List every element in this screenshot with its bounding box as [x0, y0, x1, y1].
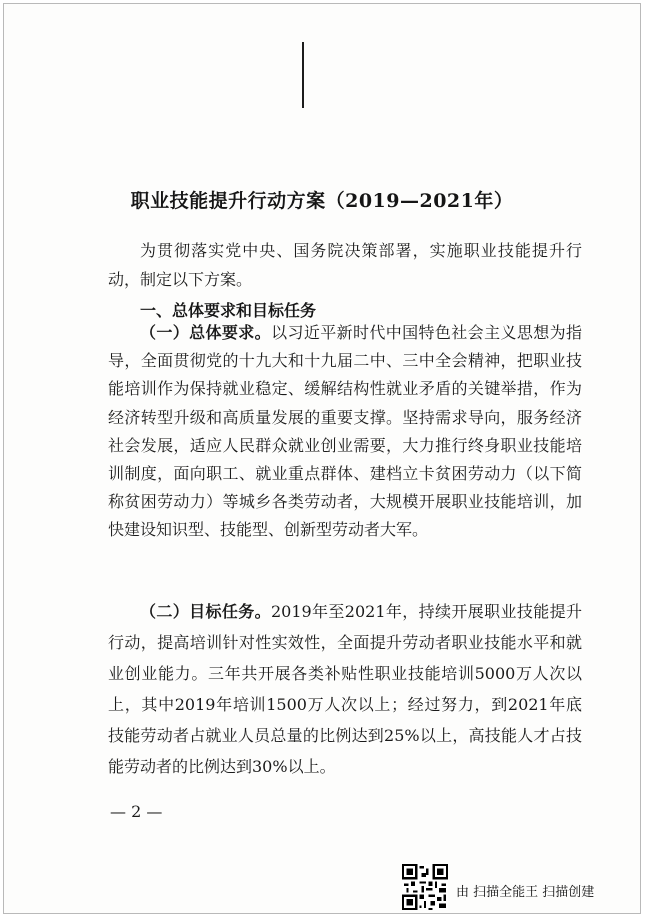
paragraph-lead: （二）目标任务。: [140, 602, 271, 621]
qr-code-icon: [402, 864, 448, 910]
scanner-watermark: 由 扫描全能王 扫描创建: [456, 885, 595, 900]
page-number: — 2 —: [110, 802, 163, 821]
intro-paragraph: 为贯彻落实党中央、国务院决策部署，实施职业技能提升行动，制定以下方案。: [108, 241, 582, 289]
section-heading: 一、总体要求和目标任务: [140, 301, 317, 320]
document-title: 职业技能提升行动方案（2019—2021年）: [130, 190, 514, 212]
paragraph-lead: （一）总体要求。: [140, 323, 272, 342]
paragraph-body: 2019年至2021年，持续开展职业技能提升行动，提高培训针对性实效性，全面提升劳动者职业技能水平和就业创业能力。三年共开展各类补贴性职业技能培训5000万人次以上，其中2019年培训1500万人次以上；经过努力，到2021年底技能劳动者占就业人员总量的比例达到25%以上，高技能人才占技能劳动者的比例达到30%以上。: [108, 602, 582, 776]
paragraph-body: 以习近平新时代中国特色社会主义思想为指导，全面贯彻党的十九大和十九届二中、三中全会精神，把职业技能培训作为保持就业稳定、缓解结构性就业矛盾的关键举措，作为经济转型升级和高质量发展的重要支撑。坚持需求导向，服务经济社会发展，适应人民群众就业创业需要，大力推行终身职业技能培训制度，面向职工、就业重点群体、建档立卡贫困劳动力（以下简称贫困劳动力）等城乡各类劳动者，大规模开展职业技能培训，加快建设知识型、技能型、创新型劳动者大军。: [108, 323, 582, 540]
overall-requirements-paragraph: [108, 319, 582, 545]
scan-binding-mark: [302, 42, 304, 108]
document-page: [3, 3, 641, 914]
target-tasks-paragraph: [108, 596, 582, 782]
